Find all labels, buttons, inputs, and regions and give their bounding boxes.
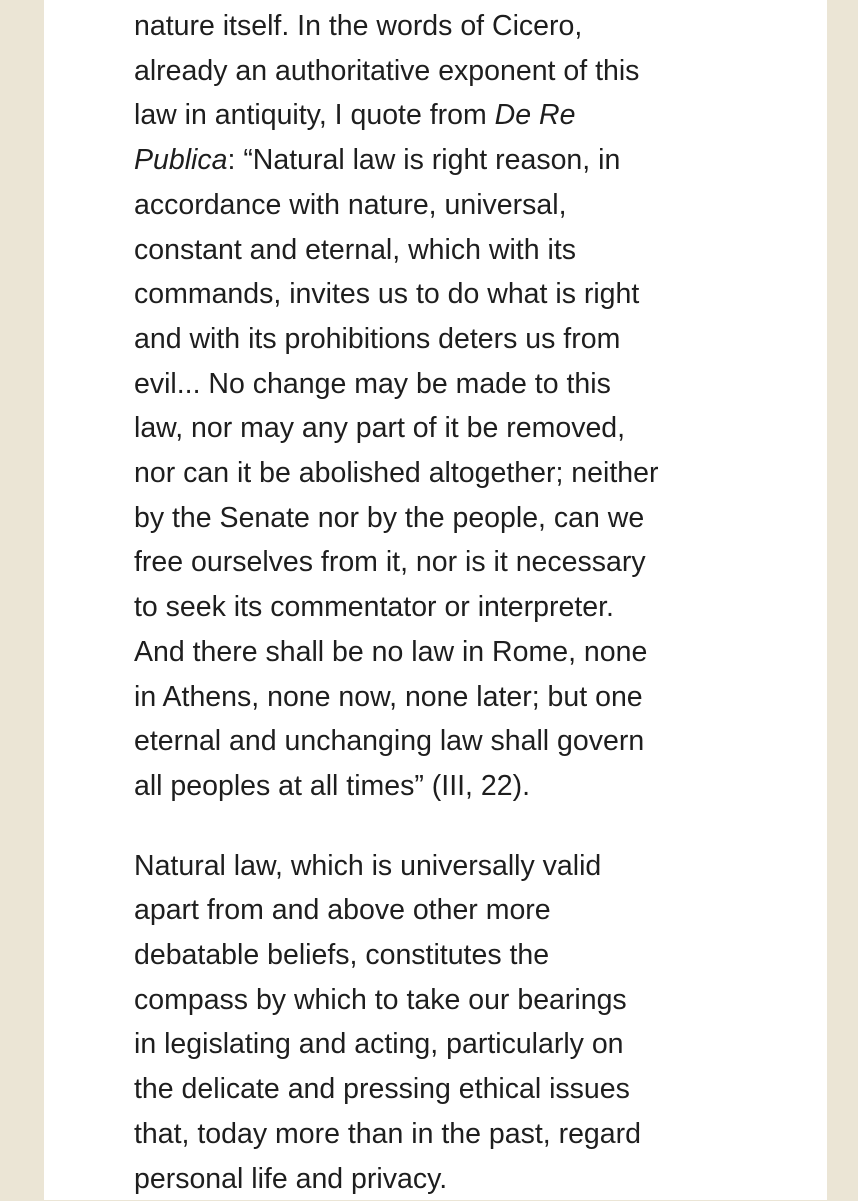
- paragraph-cicero-quote: [134, 4, 734, 809]
- text-line: accordance with nature, universal,: [134, 188, 567, 221]
- text-line: nor can it be abolished altogether; neither: [134, 457, 659, 490]
- text-line: law, nor may any part of it be removed,: [134, 412, 626, 445]
- text-line: to seek its commentator or interpreter.: [134, 591, 614, 624]
- text-line: [134, 138, 734, 183]
- text-line: the delicate and pressing ethical issues: [134, 1073, 630, 1106]
- text-line: nature itself. In the words of Cicero,: [134, 10, 583, 42]
- text-run: law in antiquity, I quote from: [134, 99, 495, 132]
- text-line: debatable beliefs, constitutes the: [134, 939, 550, 972]
- text-line: personal life and privacy.: [134, 1162, 448, 1195]
- text-line: all peoples at all times” (III, 22).: [134, 769, 530, 802]
- text-run: : “Natural law is right reason, in: [227, 144, 621, 177]
- text-line: compass by which to take our bearings: [134, 983, 627, 1016]
- text-line: Natural law, which is universally valid: [134, 849, 602, 882]
- paragraph-natural-law: [134, 844, 734, 1201]
- text-line: apart from and above other more: [134, 894, 551, 927]
- book-title-italic: Publica: [134, 144, 228, 177]
- text-line: [134, 93, 734, 138]
- page-background: [44, 0, 827, 1200]
- text-line: constant and eternal, which with its: [134, 233, 576, 266]
- book-title-italic: De Re: [494, 99, 576, 132]
- text-line: in Athens, none now, none later; but one: [134, 680, 643, 713]
- text-line: free ourselves from it, nor is it necessary: [134, 546, 646, 579]
- text-line: And there shall be no law in Rome, none: [134, 635, 648, 668]
- text-line: evil... No change may be made to this: [134, 367, 611, 400]
- text-line: already an authoritative exponent of this: [134, 54, 640, 87]
- article-body: [134, 4, 734, 1201]
- text-line: that, today more than in the past, regard: [134, 1117, 641, 1150]
- text-line: and with its prohibitions deters us from: [134, 322, 621, 355]
- text-line: eternal and unchanging law shall govern: [134, 725, 645, 758]
- text-line: commands, invites us to do what is right: [134, 278, 640, 311]
- text-line: by the Senate nor by the people, can we: [134, 501, 645, 534]
- text-line: in legislating and acting, particularly on: [134, 1028, 624, 1061]
